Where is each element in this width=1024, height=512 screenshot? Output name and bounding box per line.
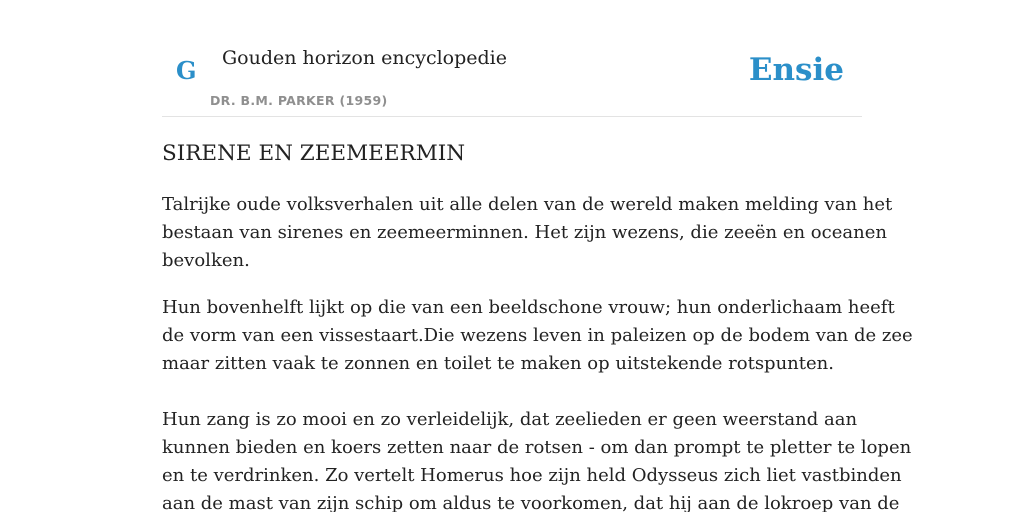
paragraph-line: Talrijke oude volksverhalen uit alle delen van de wereld maken melding van het [162, 194, 893, 215]
paragraph-line: en te verdrinken. Zo vertelt Homerus hoe zijn held Odysseus zich liet vastbinden [162, 465, 902, 486]
book-author: DR. B.M. PARKER (1959) [210, 93, 388, 108]
article-paragraph [162, 406, 912, 512]
paragraph-line: Hun zang is zo mooi en zo verleidelijk, dat zeelieden er geen weerstand aan [162, 409, 858, 430]
paragraph-line: maar zitten vaak te zonnen en toilet te maken op uitstekende rotspunten. [162, 353, 834, 374]
paragraph-line: bestaan van sirenes en zeemeerminnen. Het zijn wezens, die zeeën en oceanen [162, 222, 887, 243]
paragraph-line: bevolken. [162, 250, 250, 271]
article-paragraph [162, 294, 913, 378]
paragraph-line: de vorm van een vissestaart.Die wezens leven in paleizen op de bodem van de zee [162, 325, 913, 346]
page-header [162, 0, 862, 117]
paragraph-line: kunnen bieden en koers zetten naar de rotsen - om dan prompt te pletter te lopen [162, 437, 912, 458]
article-title: SIRENE EN ZEEMEERMIN [162, 141, 466, 166]
article [162, 137, 913, 512]
book-title[interactable]: Gouden horizon encyclopedie [222, 47, 507, 69]
book-logo[interactable]: G [176, 56, 197, 85]
paragraph-line: Hun bovenhelft lijkt op die van een beeldschone vrouw; hun onderlichaam heeft [162, 297, 895, 318]
paragraph-line: aan de mast van zijn schip om aldus te voorkomen, dat hij aan de lokroep van de [162, 493, 900, 512]
ensie-logo[interactable]: Ensie [748, 52, 844, 88]
article-paragraph [162, 191, 893, 275]
